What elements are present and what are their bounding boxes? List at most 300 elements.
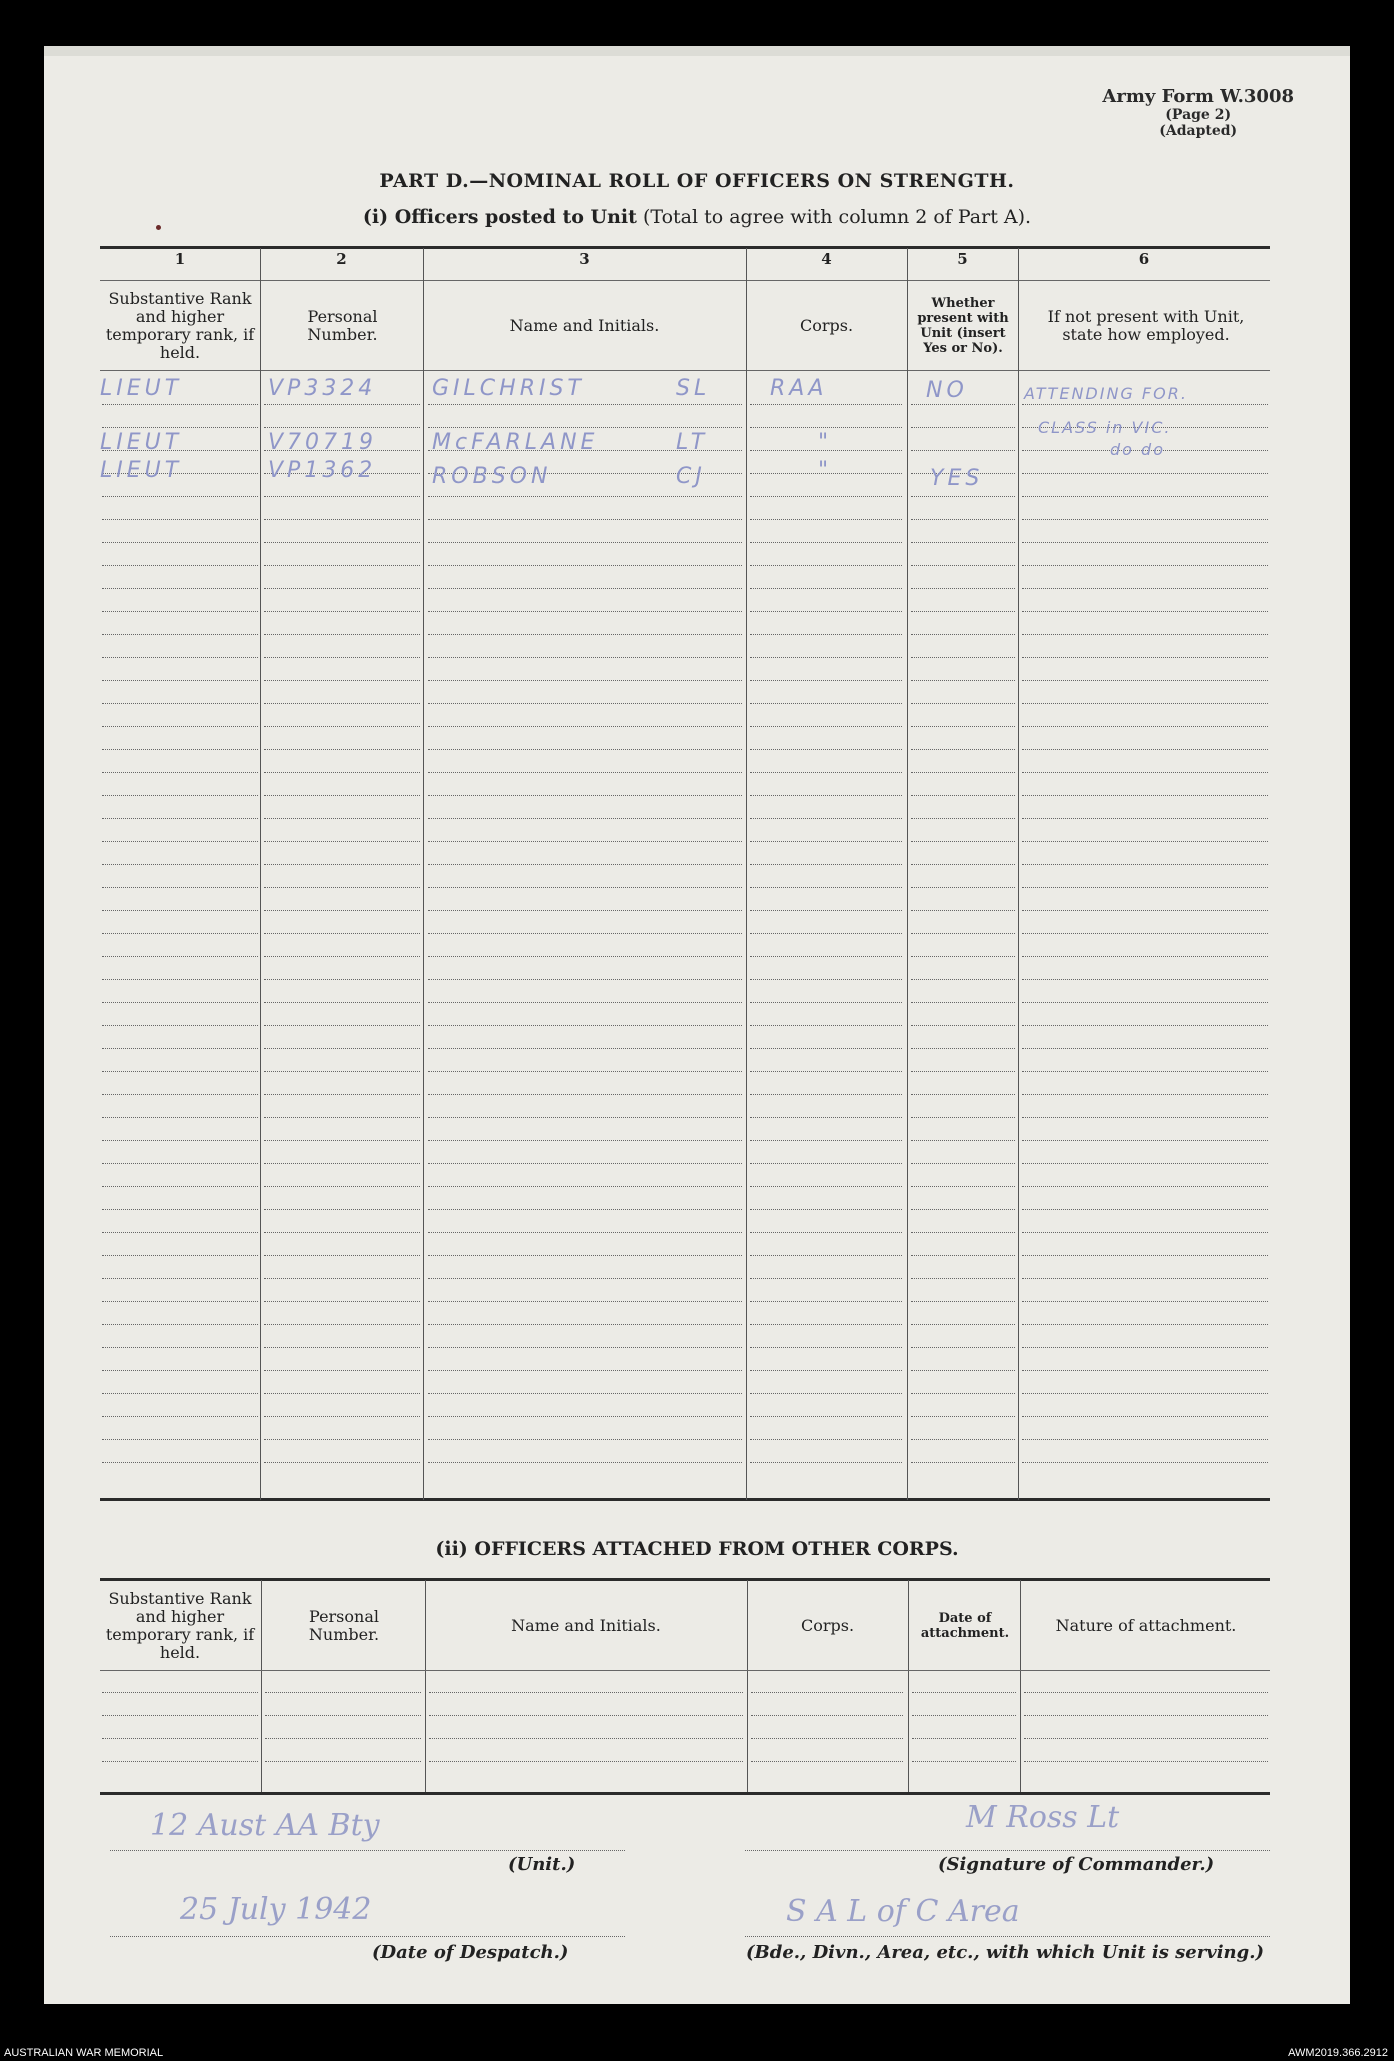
entry-line (428, 1462, 742, 1463)
row3-initials: CJ (676, 464, 706, 489)
entry-line (264, 1002, 420, 1003)
entry-line (264, 1186, 420, 1187)
entry-line (428, 749, 742, 750)
entry-line (1022, 1255, 1268, 1256)
entry-line (102, 1278, 258, 1279)
entry-line (750, 1117, 902, 1118)
entry-line (102, 427, 258, 428)
entry-line (911, 450, 1015, 451)
entry-line (264, 887, 420, 888)
row1-corps: RAA (770, 376, 828, 401)
entry-line (911, 542, 1015, 543)
entry-line (1022, 1186, 1268, 1187)
entry-line (750, 1439, 902, 1440)
entry-line (750, 427, 902, 428)
entry-line (750, 726, 902, 727)
entry-line (264, 1347, 420, 1348)
entry-line (428, 1071, 742, 1072)
entry-line (102, 933, 258, 934)
entry-line (750, 703, 902, 704)
entry-line (102, 1163, 258, 1164)
entry-line (264, 703, 420, 704)
entry-line (428, 887, 742, 888)
column-number: 1 (174, 250, 186, 268)
form-title: PART D.—NOMINAL ROLL OF OFFICERS ON STRENGTH. (379, 170, 1015, 192)
entry-line (911, 887, 1015, 888)
entry-line (1022, 841, 1268, 842)
entry-line (264, 1117, 420, 1118)
subtitle-rest: (Total to agree with column 2 of Part A). (636, 206, 1032, 228)
entry-line (264, 588, 420, 589)
entry-line (750, 910, 902, 911)
entry-line (102, 1738, 258, 1739)
entry-line (102, 1048, 258, 1049)
entry-line (102, 1715, 258, 1716)
entry-line (750, 1324, 902, 1325)
entry-line (911, 1209, 1015, 1210)
entry-line (264, 1232, 420, 1233)
entry-line (911, 1002, 1015, 1003)
entry-line (102, 956, 258, 957)
header-corps: Corps. (799, 316, 854, 335)
entry-line (264, 519, 420, 520)
entry-line (1022, 1140, 1268, 1141)
table1-header-rule (100, 370, 1270, 371)
entry-line (750, 565, 902, 566)
entry-line (102, 588, 258, 589)
entry-line (428, 1416, 742, 1417)
entry-line (750, 496, 902, 497)
entry-line (911, 864, 1015, 865)
entry-line (911, 749, 1015, 750)
row2-initials: LT (676, 430, 709, 455)
entry-line (750, 1094, 902, 1095)
entry-line (911, 818, 1015, 819)
entry-line (750, 841, 902, 842)
entry-line (911, 1163, 1015, 1164)
entry-line (750, 1002, 902, 1003)
entry-line (1022, 1393, 1268, 1394)
entry-line (428, 1094, 742, 1095)
entry-line (102, 1347, 258, 1348)
entry-line (264, 864, 420, 865)
date-line (110, 1936, 625, 1937)
entry-line (750, 1416, 902, 1417)
entry-line (750, 1025, 902, 1026)
entry-line (264, 1255, 420, 1256)
entry-line (102, 1692, 258, 1693)
entry-line (428, 427, 742, 428)
t2-header-nature-attachment: Nature of attachment. (1055, 1616, 1237, 1635)
entry-line (911, 1416, 1015, 1417)
t2-header-rank: Substantive Rank and higher temporary rank, if held. (105, 1589, 255, 1662)
entry-line (1022, 1209, 1268, 1210)
entry-line (102, 611, 258, 612)
entry-line (911, 1094, 1015, 1095)
entry-line (750, 680, 902, 681)
entry-line (429, 1738, 743, 1739)
entry-line (102, 1439, 258, 1440)
entry-line (265, 1692, 421, 1693)
row2-corps: " (818, 430, 833, 455)
entry-line (264, 611, 420, 612)
entry-line (428, 542, 742, 543)
entry-line (102, 864, 258, 865)
entry-line (264, 795, 420, 796)
row1-employment: ATTENDING FOR. (1024, 384, 1188, 403)
entry-line (428, 1301, 742, 1302)
entry-line (102, 542, 258, 543)
entry-line (912, 1715, 1016, 1716)
entry-line (911, 956, 1015, 957)
entry-line (750, 588, 902, 589)
entry-line (1022, 1025, 1268, 1026)
entry-line (428, 1163, 742, 1164)
entry-line (750, 634, 902, 635)
entry-line (1022, 657, 1268, 658)
entry-line (264, 1163, 420, 1164)
entry-line (1022, 680, 1268, 681)
row1-initials: SL (676, 376, 711, 401)
entry-line (102, 1002, 258, 1003)
entry-line (1022, 726, 1268, 727)
entry-line (1022, 1163, 1268, 1164)
entry-line (911, 1232, 1015, 1233)
entry-line (750, 979, 902, 980)
entry-line (428, 404, 742, 405)
row2-number: V70719 (268, 430, 378, 455)
entry-line (264, 1324, 420, 1325)
entry-line (264, 634, 420, 635)
entry-line (102, 703, 258, 704)
entry-line (428, 1140, 742, 1141)
entry-line (750, 611, 902, 612)
entry-line (428, 956, 742, 957)
entry-line (911, 519, 1015, 520)
section2-title: (ii) OFFICERS ATTACHED FROM OTHER CORPS. (435, 1538, 959, 1560)
entry-line (911, 404, 1015, 405)
entry-line (750, 1232, 902, 1233)
entry-line (1022, 1439, 1268, 1440)
column-number: 2 (336, 250, 347, 268)
entry-line (102, 1393, 258, 1394)
column-number: 4 (821, 250, 832, 268)
entry-line (911, 588, 1015, 589)
entry-line (1022, 1071, 1268, 1072)
entry-line (428, 795, 742, 796)
entry-line (750, 933, 902, 934)
row3-corps: " (818, 458, 833, 483)
entry-line (102, 841, 258, 842)
entry-line (264, 1278, 420, 1279)
entry-line (750, 1255, 902, 1256)
column-number: 6 (1138, 250, 1150, 268)
entry-line (428, 933, 742, 934)
unit-handwritten: 12 Aust AA Bty (150, 1808, 380, 1843)
entry-line (429, 1761, 743, 1762)
entry-line (751, 1715, 903, 1716)
entry-line (264, 1071, 420, 1072)
entry-line (102, 1209, 258, 1210)
entry-line (1022, 1416, 1268, 1417)
entry-line (1022, 496, 1268, 497)
table1-col-divider (260, 248, 261, 1500)
signature-label: (Signature of Commander.) (938, 1854, 1215, 1875)
entry-line (1022, 772, 1268, 773)
table1-col-divider (423, 248, 424, 1500)
entry-line (1024, 1715, 1268, 1716)
entry-line (912, 1692, 1016, 1693)
entry-line (911, 634, 1015, 635)
row3-rank: LIEUT (100, 458, 183, 483)
entry-line (911, 841, 1015, 842)
entry-line (1022, 703, 1268, 704)
entry-line (750, 1140, 902, 1141)
entry-line (428, 1347, 742, 1348)
entry-line (102, 1462, 258, 1463)
entry-line (1024, 1692, 1268, 1693)
date-handwritten: 25 July 1942 (180, 1892, 372, 1927)
entry-line (264, 910, 420, 911)
entry-line (428, 1186, 742, 1187)
entry-line (911, 680, 1015, 681)
entry-line (102, 1140, 258, 1141)
entry-line (102, 565, 258, 566)
form-page-number: (Page 2) (1165, 107, 1232, 123)
entry-line (428, 1439, 742, 1440)
entry-line (1022, 519, 1268, 520)
entry-line (911, 427, 1015, 428)
entry-line (750, 795, 902, 796)
entry-line (102, 1324, 258, 1325)
entry-line (264, 1094, 420, 1095)
commander-signature: M Ross Lt (966, 1800, 1120, 1835)
entry-line (264, 933, 420, 934)
entry-line (102, 818, 258, 819)
entry-line (265, 1738, 421, 1739)
entry-line (428, 1232, 742, 1233)
entry-line (911, 496, 1015, 497)
entry-line (1022, 473, 1268, 474)
entry-line (102, 496, 258, 497)
entry-line (911, 1048, 1015, 1049)
entry-line (264, 956, 420, 957)
entry-line (102, 657, 258, 658)
entry-line (428, 1117, 742, 1118)
entry-line (102, 1416, 258, 1417)
row1-name: GILCHRIST (432, 376, 585, 401)
column-number: 5 (957, 250, 968, 268)
entry-line (1022, 1347, 1268, 1348)
area-label: (Bde., Divn., Area, etc., with which Unit is serving.) (746, 1942, 1264, 1963)
row2-employment: CLASS in VIC. (1038, 418, 1172, 437)
entry-line (102, 1025, 258, 1026)
entry-line (102, 1094, 258, 1095)
entry-line (1022, 795, 1268, 796)
entry-line (1022, 634, 1268, 635)
table1-bottom-rule (100, 1498, 1270, 1501)
entry-line (750, 404, 902, 405)
entry-line (102, 634, 258, 635)
table1-number-rule (100, 280, 1270, 281)
entry-line (1022, 910, 1268, 911)
entry-line (911, 910, 1015, 911)
table2-col-divider (1020, 1580, 1021, 1792)
entry-line (911, 1370, 1015, 1371)
entry-line (750, 1186, 902, 1187)
row3-employment: do do (1110, 440, 1165, 459)
entry-line (911, 1140, 1015, 1141)
table2-header-rule (100, 1670, 1270, 1671)
entry-line (1022, 1370, 1268, 1371)
entry-line (911, 1301, 1015, 1302)
table2-bottom-rule (100, 1792, 1270, 1795)
entry-line (1024, 1738, 1268, 1739)
row2-name: McFARLANE (432, 430, 599, 455)
entry-line (751, 1692, 903, 1693)
entry-line (428, 910, 742, 911)
entry-line (428, 841, 742, 842)
entry-line (264, 1301, 420, 1302)
header-how-employed: If not present with Unit, state how employed. (1047, 307, 1245, 344)
entry-line (750, 1209, 902, 1210)
entry-line (911, 565, 1015, 566)
entry-line (264, 749, 420, 750)
form-adapted-note: (Adapted) (1159, 123, 1238, 139)
entry-line (264, 404, 420, 405)
archive-source: AUSTRALIAN WAR MEMORIAL (4, 2047, 164, 2059)
column-number: 3 (579, 250, 590, 268)
entry-line (912, 1761, 1016, 1762)
entry-line (428, 726, 742, 727)
entry-line (102, 1117, 258, 1118)
table1-col-divider (746, 248, 747, 1500)
entry-line (264, 841, 420, 842)
table1-col-divider (1018, 248, 1019, 1500)
entry-line (911, 726, 1015, 727)
entry-line (750, 864, 902, 865)
entry-line (264, 979, 420, 980)
entry-line (911, 703, 1015, 704)
entry-line (1022, 956, 1268, 957)
entry-line (912, 1738, 1016, 1739)
entry-line (264, 1140, 420, 1141)
entry-line (911, 1186, 1015, 1187)
form-identifier (1102, 86, 1294, 139)
entry-line (102, 887, 258, 888)
table2-col-divider (908, 1580, 909, 1792)
entry-line (911, 1324, 1015, 1325)
entry-line (750, 1347, 902, 1348)
entry-line (750, 657, 902, 658)
entry-line (1022, 933, 1268, 934)
entry-line (428, 1002, 742, 1003)
entry-line (264, 1370, 420, 1371)
header-rank: Substantive Rank and higher temporary rank, if held. (105, 289, 255, 362)
entry-line (102, 772, 258, 773)
entry-line (102, 910, 258, 911)
entry-line (428, 1393, 742, 1394)
entry-line (911, 1278, 1015, 1279)
entry-line (911, 1347, 1015, 1348)
entry-line (429, 1715, 743, 1716)
entry-line (428, 772, 742, 773)
entry-line (1022, 1324, 1268, 1325)
entry-line (1022, 1048, 1268, 1049)
row1-present: NO (926, 378, 968, 403)
entry-line (264, 542, 420, 543)
unit-line (110, 1850, 625, 1851)
entry-line (1022, 1301, 1268, 1302)
entry-line (264, 1209, 420, 1210)
entry-line (264, 427, 420, 428)
subtitle-bold: (i) Officers posted to Unit (362, 206, 637, 228)
entry-line (264, 726, 420, 727)
entry-line (264, 1025, 420, 1026)
unit-label: (Unit.) (508, 1854, 576, 1875)
entry-line (750, 749, 902, 750)
entry-line (102, 1301, 258, 1302)
entry-line (1022, 611, 1268, 612)
area-handwritten: S A L of C Area (786, 1894, 1020, 1929)
entry-line (429, 1692, 743, 1693)
entry-line (428, 611, 742, 612)
entry-line (264, 1416, 420, 1417)
entry-line (911, 611, 1015, 612)
t2-header-personal-number: Personal Number. (308, 1607, 380, 1644)
entry-line (911, 772, 1015, 773)
entry-line (102, 680, 258, 681)
t2-header-corps: Corps. (800, 1616, 855, 1635)
entry-line (911, 795, 1015, 796)
entry-line (102, 1186, 258, 1187)
entry-line (428, 519, 742, 520)
entry-line (102, 404, 258, 405)
entry-line (911, 1439, 1015, 1440)
entry-line (264, 565, 420, 566)
entry-line (428, 634, 742, 635)
entry-line (428, 588, 742, 589)
page-top-edge (44, 46, 1350, 56)
entry-line (428, 496, 742, 497)
t2-header-date-attachment: Date of attachment. (920, 1611, 1010, 1641)
entry-line (264, 1393, 420, 1394)
entry-line (428, 1048, 742, 1049)
entry-line (750, 1462, 902, 1463)
form-subtitle (0, 206, 1394, 228)
entry-line (1024, 1761, 1268, 1762)
entry-line (428, 1278, 742, 1279)
entry-line (102, 519, 258, 520)
entry-line (428, 818, 742, 819)
archive-accession: AWM2019.366.2912 (1288, 2047, 1388, 2059)
entry-line (428, 703, 742, 704)
entry-line (264, 1462, 420, 1463)
entry-line (911, 1025, 1015, 1026)
entry-line (750, 818, 902, 819)
entry-line (264, 1048, 420, 1049)
entry-line (1022, 818, 1268, 819)
row3-present: YES (930, 466, 984, 491)
entry-line (911, 933, 1015, 934)
entry-line (1022, 1002, 1268, 1003)
entry-line (1022, 542, 1268, 543)
row3-number: VP1362 (268, 458, 377, 483)
signature-line (745, 1850, 1270, 1851)
date-label: (Date of Despatch.) (372, 1942, 569, 1963)
entry-line (1022, 887, 1268, 888)
entry-line (264, 772, 420, 773)
